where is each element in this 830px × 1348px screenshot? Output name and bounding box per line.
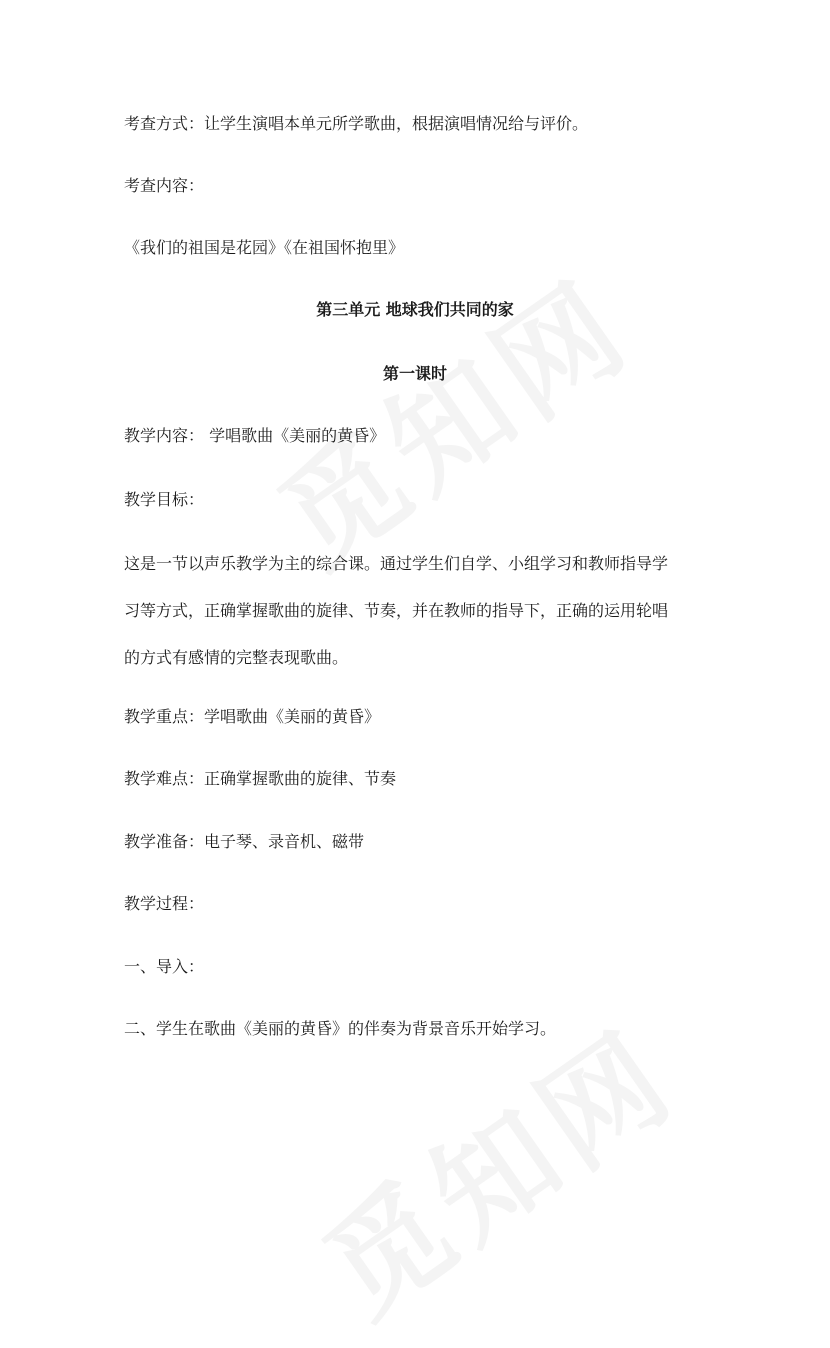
songs-line: 《我们的祖国是花园》《在祖国怀抱里》 [124,238,405,257]
goal-text-line-1: 这是一节以声乐教学为主的综合课。通过学生们自学、小组学习和教师指导学 [124,554,669,573]
preparation-line: 教学准备：电子琴、录音机、磁带 [124,832,365,851]
lesson-title: 第一课时 [382,364,447,383]
process-label: 教学过程： [124,894,205,913]
goal-text-line-3: 的方式有感情的完整表现歌曲。 [124,648,349,667]
teaching-goals-label: 教学目标： [124,490,205,509]
exam-content-label: 考查内容： [124,176,205,195]
difficulties-line: 教学难点：正确掌握歌曲的旋律、节奏 [124,769,397,788]
exam-method-line: 考查方式：让学生演唱本单元所学歌曲，根据演唱情况给与评价。 [124,114,589,133]
teaching-goals-paragraph [124,540,706,681]
teaching-content-line: 教学内容： 学唱歌曲《美丽的黄昏》 [124,426,386,445]
step-2-line: 二、学生在歌曲《美丽的黄昏》的伴奏为背景音乐开始学习。 [124,1019,557,1038]
unit-title: 第三单元 地球我们共同的家 [316,300,514,319]
key-points-line: 教学重点：学唱歌曲《美丽的黄昏》 [124,707,381,726]
step-1-line: 一、导入： [124,957,205,976]
goal-text-line-2: 习等方式，正确掌握歌曲的旋律、节奏，并在教师的指导下，正确的运用轮唱 [124,601,669,620]
